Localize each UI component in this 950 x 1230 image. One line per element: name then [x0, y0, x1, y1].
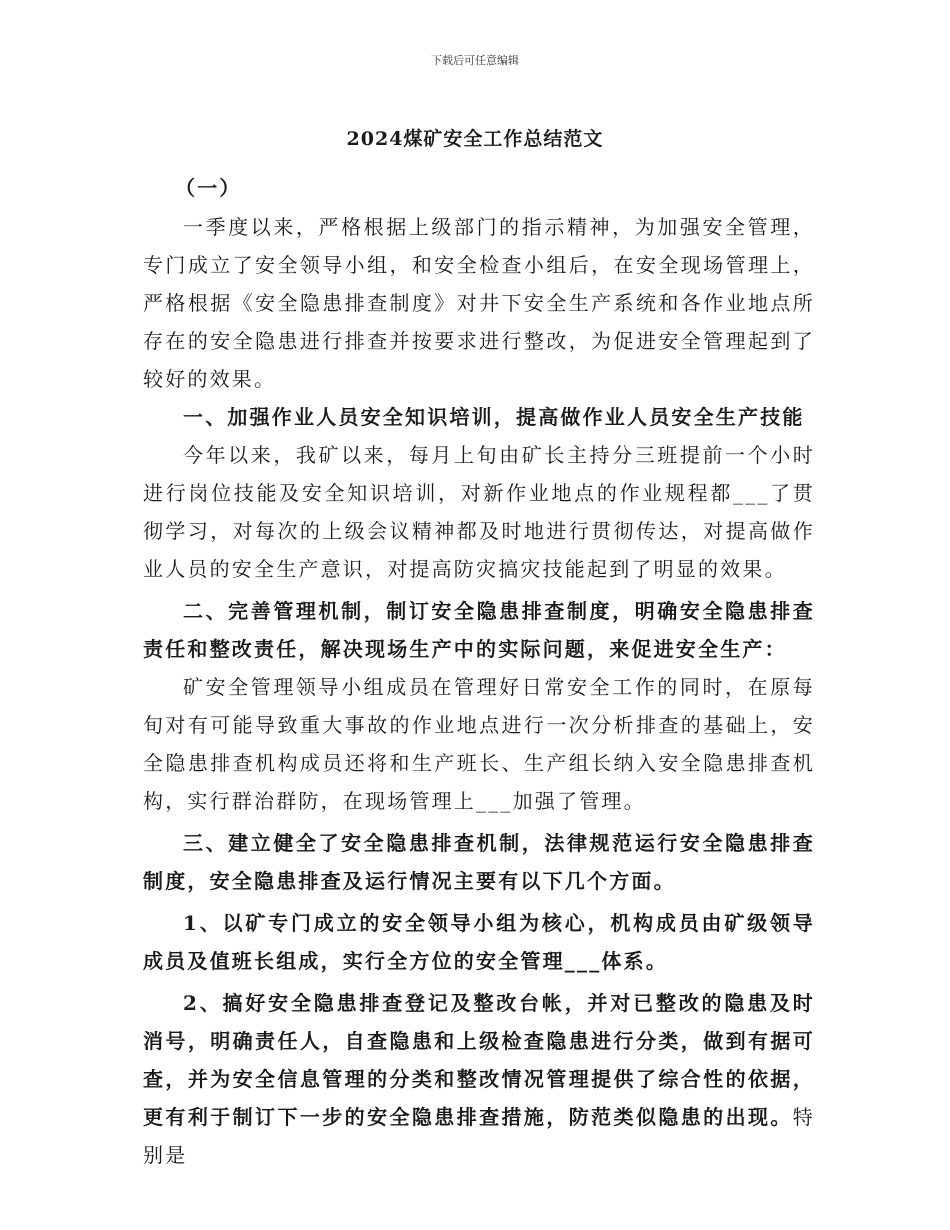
heading-2: 二、完善管理机制，制订安全隐患排查制度，明确安全隐患排查责任和整改责任，解决现场生产中的实际问题，来促进安全生产： — [143, 599, 815, 661]
heading-1: 一、加强作业人员安全知识培训，提高做作业人员安全生产技能 — [183, 405, 805, 429]
intro-paragraph: 一季度以来，严格根据上级部门的指示精神，为加强安全管理，专门成立了安全领导小组，和安全检查小组后，在安全现场管理上，严格根据《安全隐患排查制度》对井下安全生产系统和各作业地点所存在的安全隐患进行排查并按要求进行整改，为促进安全管理起到了较好的效果。 — [143, 215, 815, 391]
section-label: （一） — [175, 176, 242, 200]
document-body — [143, 170, 815, 1174]
paragraph-2: 矿安全管理领导小组成员在管理好日常安全工作的同时，在原每旬对有可能导致重大事故的作业地点进行一次分析排查的基础上，安全隐患排查机构成员还将和生产班长、生产组长纳入安全隐患排查机构，实行群治群防，在现场管理上___加强了管理。 — [143, 675, 815, 813]
document-title: 2024煤矿安全工作总结范文 — [346, 128, 604, 150]
list-item-2-tail-text: 特别是 — [143, 1105, 815, 1167]
header-note: 下载后可任意编辑 — [431, 54, 519, 67]
paragraph-1: 今年以来，我矿以来，每月上旬由矿长主持分三班提前一个小时进行岗位技能及安全知识培训，对新作业地点的作业规程都___了贯彻学习，对每次的上级会议精神都及时地进行贯彻传达，对提高做作业人员的安全生产意识，对提高防灾搞灾技能起到了明显的效果。 — [143, 443, 815, 581]
list-item-2 — [143, 984, 815, 1174]
list-item-2-bold-text: 2、搞好安全隐患排查登记及整改台帐，并对已整改的隐患及时消号，明确责任人，自查隐患和上级检查隐患进行分类，做到有据可查，并为安全信息管理的分类和整改情况管理提供了综合性的依据，更有利于制订下一步的安全隐患排查措施，防范类似隐患的出现。 — [143, 991, 815, 1129]
heading-3: 三、建立健全了安全隐患排查机制，法律规范运行安全隐患排查制度，安全隐患排查及运行情况主要有以下几个方面。 — [143, 831, 815, 893]
list-item-1: 1、以矿专门成立的安全领导小组为核心，机构成员由矿级领导成员及值班长组成，实行全方位的安全管理___体系。 — [143, 911, 815, 973]
